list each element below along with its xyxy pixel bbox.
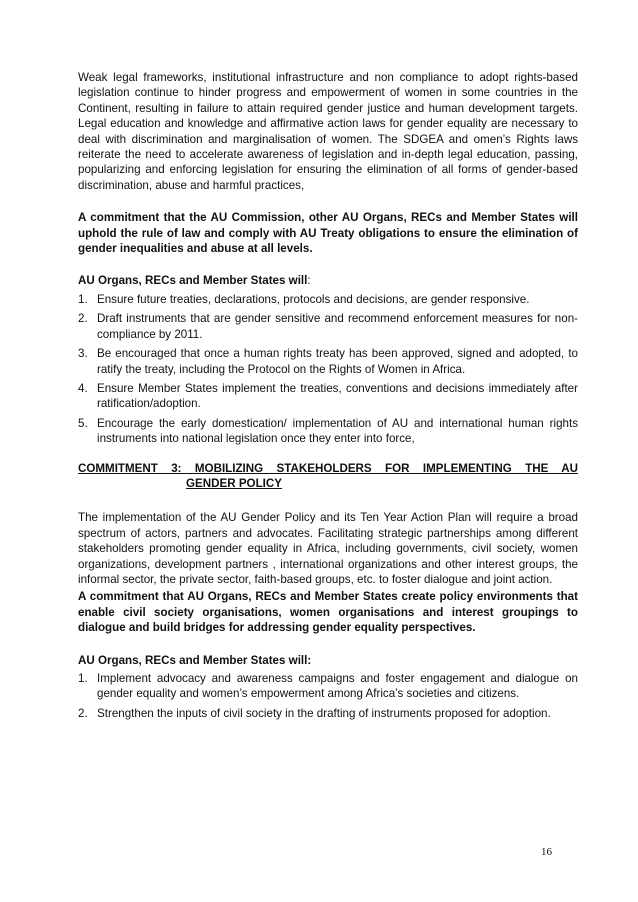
list-item — [78, 706, 578, 721]
list-item — [78, 311, 578, 342]
list-item-text: Draft instruments that are gender sensitive and recommend enforcement measures for non-compliance by 2011. — [97, 312, 578, 341]
list-item-number: 4. — [78, 381, 88, 395]
list2-lead: AU Organs, RECs and Member States will: — [78, 653, 312, 667]
list-item-text: Implement advocacy and awareness campaigns and foster engagement and dialogue on gender equality and women’s empowerment among Africa’s societies and citizens. — [97, 672, 578, 701]
list-item — [78, 292, 578, 307]
list1-lead-bold: AU Organs, RECs and Member States will — [78, 274, 308, 288]
list-item — [78, 671, 578, 702]
page-number: 16 — [541, 846, 552, 858]
commitment3-heading — [78, 461, 578, 492]
list-item — [78, 346, 578, 377]
list-item-text: Ensure future treaties, declarations, protocols and decisions, are gender responsive. — [97, 292, 530, 306]
civil-society-list — [78, 671, 578, 721]
commitment3-heading-line2: GENDER POLICY — [186, 476, 282, 490]
list-item — [78, 416, 578, 447]
ratification-list — [78, 292, 578, 447]
list-item-text: Ensure Member States implement the treaties, conventions and decisions immediately after ratification/adoption. — [97, 381, 578, 411]
commitment-policy-environments: A commitment that AU Organs, RECs and Member States create policy environments that enable civil society organisations, women organisations and interest groupings to dialogue and build bridges for addressing gender equality perspectives. — [78, 590, 578, 635]
list-item — [78, 381, 578, 412]
list-item-number: 3. — [78, 347, 88, 361]
commitment-rule-of-law: A commitment that the AU Commission, other AU Organs, RECs and Member States will uphold the rule of law and comply with AU Treaty obligations to ensure the elimination of gender inequalities and abuse at all levels. — [78, 211, 578, 256]
list-item-text: Strengthen the inputs of civil society in the drafting of instruments proposed for adoption. — [97, 706, 551, 720]
implementation-paragraph: The implementation of the AU Gender Policy and its Ten Year Action Plan will require a broad spectrum of actors, partners and advocates. Facilitating strategic partnerships among different stakeholders promoting gender equality in Africa, including governments, civil society, women organizations, development partners , international organizations and other interest groups, the informal sector, the private sector, faith-based groups, etc. to foster dialogue and joint action. — [78, 511, 578, 586]
intro-paragraph: Weak legal frameworks, institutional infrastructure and non compliance to adopt rights-based legislation continue to hinder progress and empowerment of women in some countries in the Continent, resulting in failure to attain required gender justice and human development targets. Legal education and knowledge and affirmative action laws for gender equality are necessary to deal with discrimination and marginalisation of women. The SDGEA and omen’s Rights laws reiterate the need to accelerate awareness of legislation and in-depth legal education, passing, popularizing and enforcing legislation for ensuring the elimination of all forms of gender-based discrimination, abuse and harmful practices, — [78, 71, 578, 192]
list-item-number: 1. — [78, 292, 88, 306]
list1-lead — [78, 273, 578, 288]
list-item-number: 5. — [78, 416, 88, 430]
document-page — [78, 70, 578, 735]
list-item-text: Encourage the early domestication/ implementation of AU and international human rights instruments into national legislation once they enter into force, — [97, 416, 578, 446]
commitment3-heading-line1: COMMITMENT 3: MOBILIZING STAKEHOLDERS FOR IMPLEMENTING THE AU — [78, 461, 578, 475]
list-item-number: 2. — [78, 706, 88, 720]
list-item-text: Be encouraged that once a human rights treaty has been approved, signed and adopted, to ratify the treaty, including the Protocol on the Rights of Women in Africa. — [97, 347, 578, 376]
list-item-number: 2. — [78, 312, 88, 326]
list1-lead-colon: : — [307, 274, 311, 288]
list-item-number: 1. — [78, 672, 88, 685]
